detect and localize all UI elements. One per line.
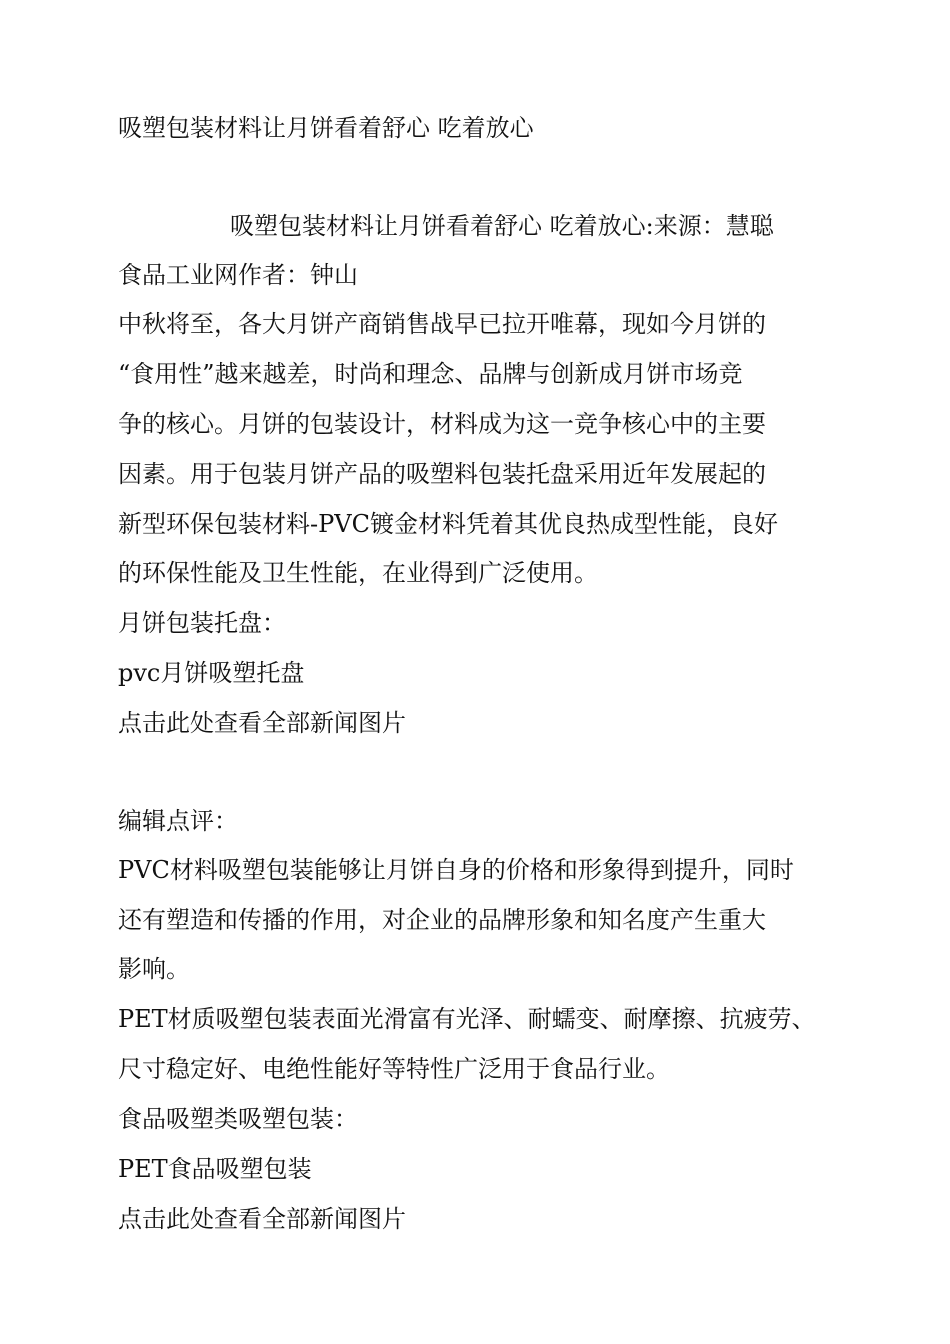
image-caption: PET食品吸塑包装 <box>118 1155 312 1183</box>
image-caption: pvc月饼吸塑托盘 <box>118 659 305 687</box>
paragraph-line: PVC材料吸塑包装能够让月饼自身的价格和形象得到提升，同时 <box>118 856 794 884</box>
paragraph-line: 新型环保包装材料-PVC镀金材料凭着其优良热成型性能，良好 <box>118 510 778 538</box>
paragraph-line: PET材质吸塑包装表面光滑富有光泽、耐蠕变、耐摩擦、抗疲劳、 <box>118 1005 816 1033</box>
paragraph-line: 中秋将至，各大月饼产商销售战早已拉开唯幕，现如今月饼的 <box>118 310 766 338</box>
paragraph-line: 争的核心。月饼的包装设计，材料成为这一竞争核心中的主要 <box>118 410 766 438</box>
paragraph-line: “食用性”越来越差，时尚和理念、品牌与创新成月饼市场竞 <box>118 360 743 388</box>
news-images-link[interactable]: 点击此处查看全部新闻图片 <box>118 1205 406 1233</box>
source-line: 吸塑包装材料让月饼看着舒心 吃着放心:来源：慧聪 <box>230 212 774 240</box>
author-line: 食品工业网作者：钟山 <box>118 261 358 289</box>
section-heading: 编辑点评： <box>118 807 238 835</box>
section-heading: 月饼包装托盘： <box>118 609 286 637</box>
paragraph-line: 尺寸稳定好、电绝性能好等特性广泛用于食品行业。 <box>118 1055 670 1083</box>
paragraph-line: 影响。 <box>118 955 190 983</box>
news-images-link[interactable]: 点击此处查看全部新闻图片 <box>118 709 406 737</box>
paragraph-line: 还有塑造和传播的作用，对企业的品牌形象和知名度产生重大 <box>118 906 766 934</box>
paragraph-line: 的环保性能及卫生性能，在业得到广泛使用。 <box>118 559 598 587</box>
document-title: 吸塑包装材料让月饼看着舒心 吃着放心 <box>118 114 534 142</box>
paragraph-line: 因素。用于包装月饼产品的吸塑料包装托盘采用近年发展起的 <box>118 460 766 488</box>
section-heading: 食品吸塑类吸塑包装： <box>118 1105 358 1133</box>
